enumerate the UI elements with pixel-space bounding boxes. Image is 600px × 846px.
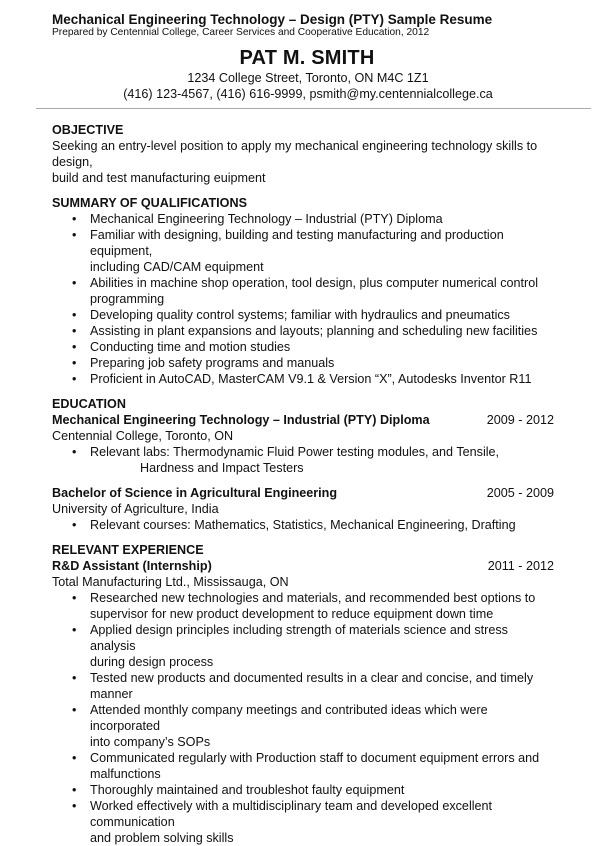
experience-role: R&D Assistant (Internship): [52, 559, 212, 573]
summary-heading: SUMMARY OF QUALIFICATIONS: [52, 196, 247, 210]
bullet-icon: •: [72, 591, 77, 605]
objective-heading: OBJECTIVE: [52, 123, 124, 137]
education-dates: 2005 - 2009: [486, 486, 554, 500]
list-item: • Worked effectively with a multidisciplinary team and developed excellent communication and problem solving skills: [72, 799, 493, 845]
list-item: • Researched new technologies and materials, and recommended best options to supervisor for new product development to reduce equipment down time: [72, 591, 536, 621]
education-school: Centennial College, Toronto, ON: [52, 429, 234, 443]
objective-line-2: build and test manufacturing euipment: [52, 171, 266, 185]
education-heading: EDUCATION: [52, 397, 126, 411]
list-item: • Assisting in plant expansions and layouts; planning and scheduling new facilities: [72, 324, 538, 338]
bullet-icon: •: [72, 751, 77, 765]
list-item: • Applied design principles including strength of materials science and stress analysis during design process: [72, 623, 508, 669]
experience-list: [52, 590, 552, 846]
summary-list: [52, 211, 552, 387]
bullet-icon: •: [72, 518, 77, 532]
candidate-address: 1234 College Street, Toronto, ON M4C 1Z1: [187, 71, 429, 85]
prepared-by-line: Prepared by Centennial College, Career Services and Cooperative Education, 2012: [52, 27, 430, 38]
bullet-icon: •: [72, 308, 77, 322]
experience-dates: 2011 - 2012: [487, 559, 554, 573]
bullet-icon: •: [72, 799, 77, 813]
list-item: • Tested new products and documented results in a clear and concise, and timely manner: [72, 671, 534, 701]
bullet-icon: •: [72, 372, 77, 386]
education-entry-1-header: [52, 412, 552, 428]
education-dates: 2009 - 2012: [486, 413, 554, 427]
education-degree: Mechanical Engineering Technology – Industrial (PTY) Diploma: [52, 413, 430, 427]
list-item: • Communicated regularly with Production staff to document equipment errors and malfunctions: [72, 751, 540, 781]
list-item: • Attended monthly company meetings and contributed ideas which were incorporated into company’s SOPs: [72, 703, 488, 749]
list-item: • Proficient in AutoCAD, MasterCAM V9.1 & Version “X”, Autodesks Inventor R11: [72, 372, 532, 386]
document-title: Mechanical Engineering Technology – Design (PTY) Sample Resume: [52, 12, 493, 27]
experience-heading: RELEVANT EXPERIENCE: [52, 543, 204, 557]
education-details: [52, 444, 552, 476]
bullet-icon: •: [72, 212, 77, 226]
list-item: • Thoroughly maintained and troubleshot faulty equipment: [72, 783, 405, 797]
list-item: • Relevant courses: Mathematics, Statistics, Mechanical Engineering, Drafting: [72, 518, 516, 532]
candidate-name: PAT M. SMITH: [239, 47, 375, 69]
bullet-icon: •: [72, 324, 77, 338]
header-divider: [36, 108, 591, 109]
education-degree: Bachelor of Science in Agricultural Engineering: [52, 486, 338, 500]
bullet-icon: •: [72, 228, 77, 242]
experience-role-header: [52, 558, 552, 574]
list-item: • Mechanical Engineering Technology – Industrial (PTY) Diploma: [72, 212, 443, 226]
resume-header: [0, 46, 600, 102]
bullet-icon: •: [72, 356, 77, 370]
list-item: • Familiar with designing, building and testing manufacturing and production equipment, including CAD/CAM equipment: [72, 228, 504, 274]
list-item: • Preparing job safety programs and manuals: [72, 356, 335, 370]
list-item: • Relevant labs: Thermodynamic Fluid Power testing modules, and Tensile, Hardness and Impact Testers: [72, 445, 500, 475]
education-school: University of Agriculture, India: [52, 502, 219, 516]
list-item: • Conducting time and motion studies: [72, 340, 291, 354]
education-details: [52, 517, 552, 533]
bullet-icon: •: [72, 783, 77, 797]
bullet-icon: •: [72, 340, 77, 354]
bullet-icon: •: [72, 703, 77, 717]
bullet-icon: •: [72, 445, 77, 459]
bullet-icon: •: [72, 671, 77, 685]
bullet-icon: •: [72, 276, 77, 290]
objective-line-1: Seeking an entry-level position to apply my mechanical engineering technology skills to design,: [52, 139, 538, 169]
bullet-icon: •: [72, 623, 77, 637]
experience-company: Total Manufacturing Ltd., Mississauga, ON: [52, 575, 289, 589]
resume-body: [52, 122, 552, 846]
list-item: • Abilities in machine shop operation, tool design, plus computer numerical control programming: [72, 276, 539, 306]
list-item: • Developing quality control systems; familiar with hydraulics and pneumatics: [72, 308, 510, 322]
candidate-contact: (416) 123-4567, (416) 616-9999, psmith@my.centennialcollege.ca: [123, 87, 493, 101]
education-entry-2-header: [52, 485, 552, 501]
